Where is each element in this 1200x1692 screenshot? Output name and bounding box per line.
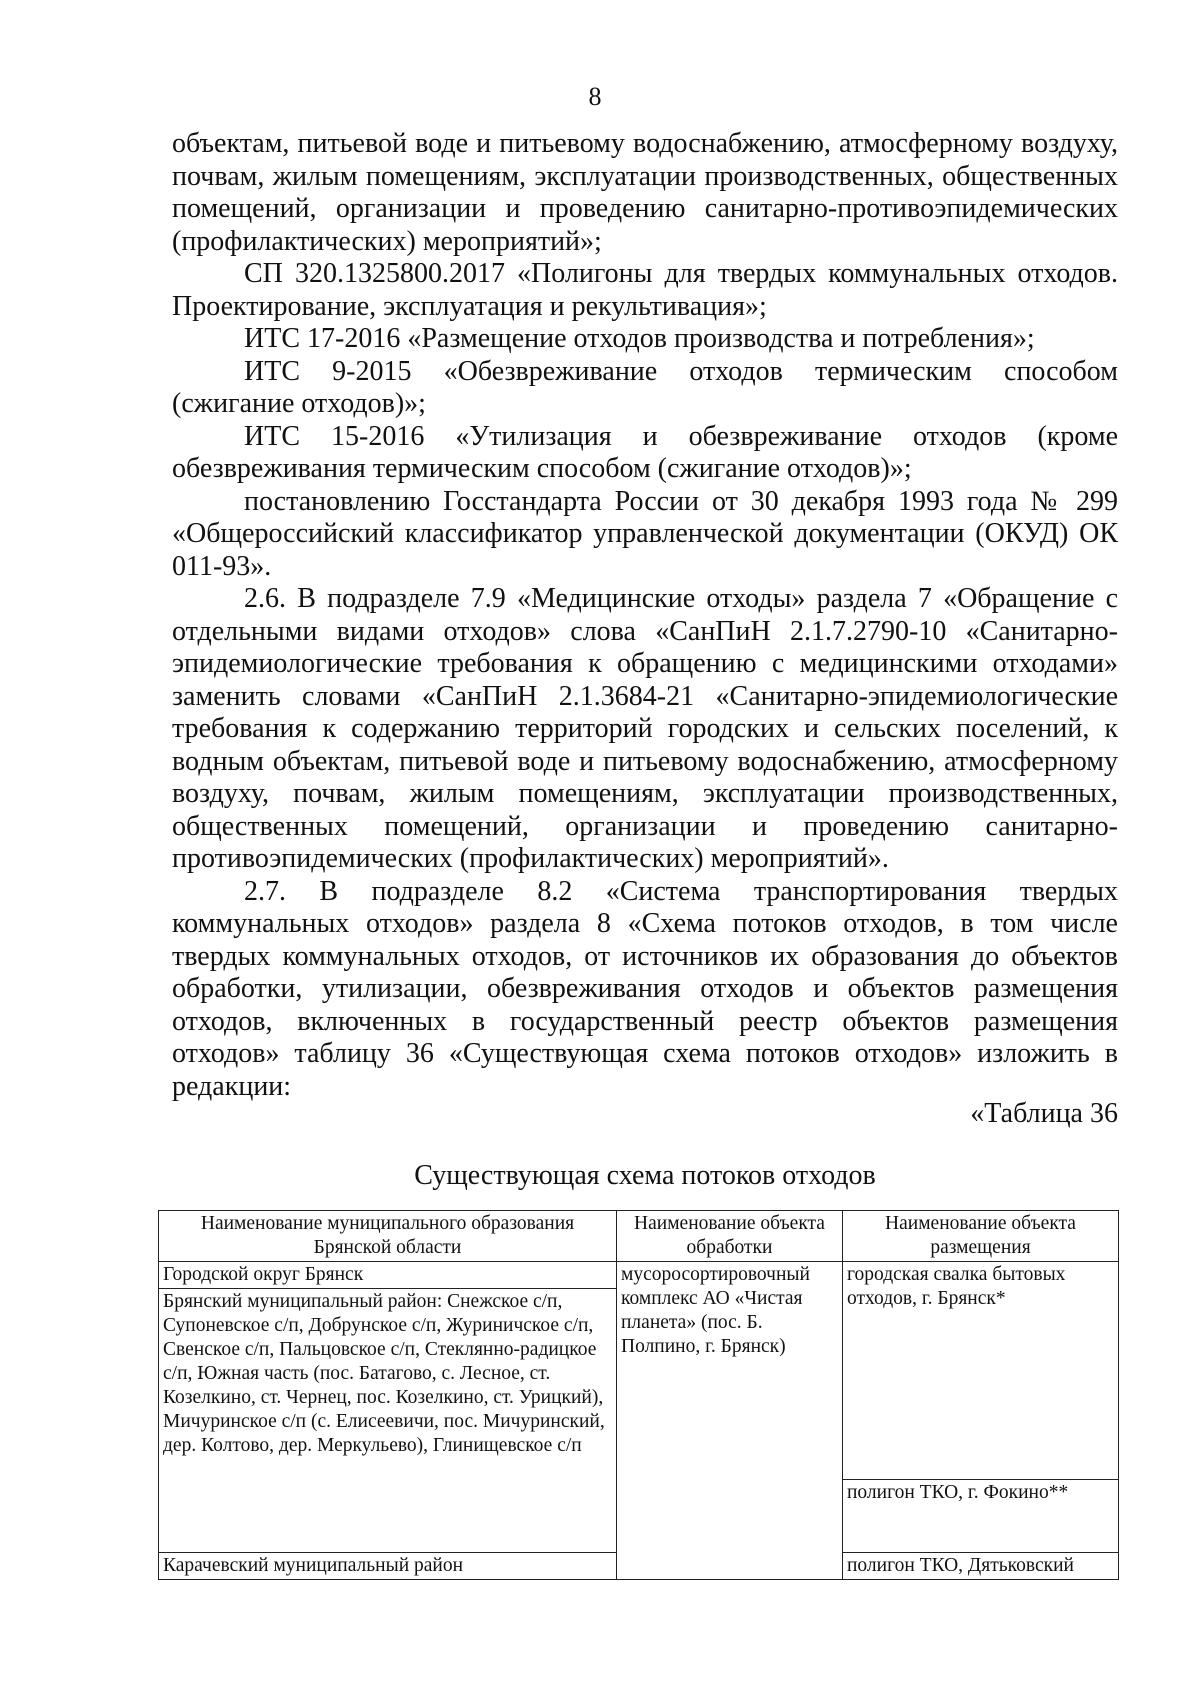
header-municipality: Наименование муниципального образования Брянской области [159,1211,617,1262]
paragraph-2: СП 320.1325800.2017 «Полигоны для твердых коммунальных отходов. Проектирование, эксплуатация и рекультивация»; [172,258,1118,322]
cell-municipality: Карачевский муниципальный район [159,1553,617,1580]
paragraph-1: объектам, питьевой воде и питьевому водоснабжению, атмосферному воздуху, почвам, жилым помещениям, эксплуатации производственных, общественных помещений, организации и проведению санитарно-противоэпидемических (профилактических) мероприятий»; [172,128,1118,257]
paragraph-4: ИТС 9-2015 «Обезвреживание отходов термическим способом (сжигание отходов)»; [172,355,1118,419]
table-title: Существующая схема потоков отходов [414,1160,876,1191]
cell-placement: полигон ТКО, г. Фокино** [843,1480,1119,1553]
waste-flow-table [158,1210,1119,1580]
header-placement: Наименование объекта размещения [843,1211,1119,1262]
document-body [172,128,1118,1103]
cell-placement: полигон ТКО, Дятьковский [843,1553,1119,1580]
table-row [159,1262,1119,1289]
table-header-row [159,1211,1119,1262]
cell-municipality: Городской округ Брянск [159,1262,617,1289]
paragraph-6: постановлению Госстандарта России от 30 декабря 1993 года № 299 «Общероссийский классификатор управленческой документации (ОКУД) ОК 011-93». [172,485,1118,582]
cell-municipality: Брянский муниципальный район: Снежское с/п, Супоневское с/п, Добрунское с/п, Журиничское с/п, Свенское с/п, Пальцовское с/п, Стеклянно-радицкое с/п, Южная часть (пос. Батагово, с. Лесное, ст. Козелкино, ст. Чернец, пос. Козелкино, ст. Урицкий), Мичуринское с/п (с. Елисеевичи, пос. Мичуринский, дер. Колтово, дер. Меркульево), Глинищевское с/п [159,1289,617,1553]
paragraph-7: 2.6. В подразделе 7.9 «Медицинские отходы» раздела 7 «Обращение с отдельными видами отходов» слова «СанПиН 2.1.7.2790-10 «Санитарно-эпидемиологические требования к обращению с медицинскими отходами» заменить словами «СанПиН 2.1.3684-21 «Санитарно-эпидемиологические требования к содержанию территорий городских и сельских поселений, к водным объектам, питьевой воде и питьевому водоснабжению, атмосферному воздуху, почвам, жилым помещениям, эксплуатации производственных, общественных помещений, организации и проведению санитарно-противоэпидемических (профилактических) мероприятий». [172,583,1118,874]
cell-placement: городская свалка бытовых отходов, г. Брянск* [843,1262,1119,1480]
cell-processing: мусоросортировочный комплекс АО «Чистая планета» (пос. Б. Полпино, г. Брянск) [617,1262,843,1580]
header-processing: Наименование объекта обработки [617,1211,843,1262]
paragraph-3: ИТС 17-2016 «Размещение отходов производства и потребления»; [244,323,1035,354]
table-reference: «Таблица 36 [970,1098,1118,1129]
page-number: 8 [588,82,602,111]
paragraph-5: ИТС 15-2016 «Утилизация и обезвреживание отходов (кроме обезвреживания термическим способом (сжигание отходов)»; [172,420,1118,484]
paragraph-8: 2.7. В подразделе 8.2 «Система транспортирования твердых коммунальных отходов» раздела 8 «Схема потоков отходов, в том числе твердых коммунальных отходов, от источников их образования до объектов обработки, утилизации, обезвреживания отходов и объектов размещения отходов, включенных в государственный реестр объектов размещения отходов» таблицу 36 «Существующая схема потоков отходов» изложить в редакции: [172,875,1118,1102]
